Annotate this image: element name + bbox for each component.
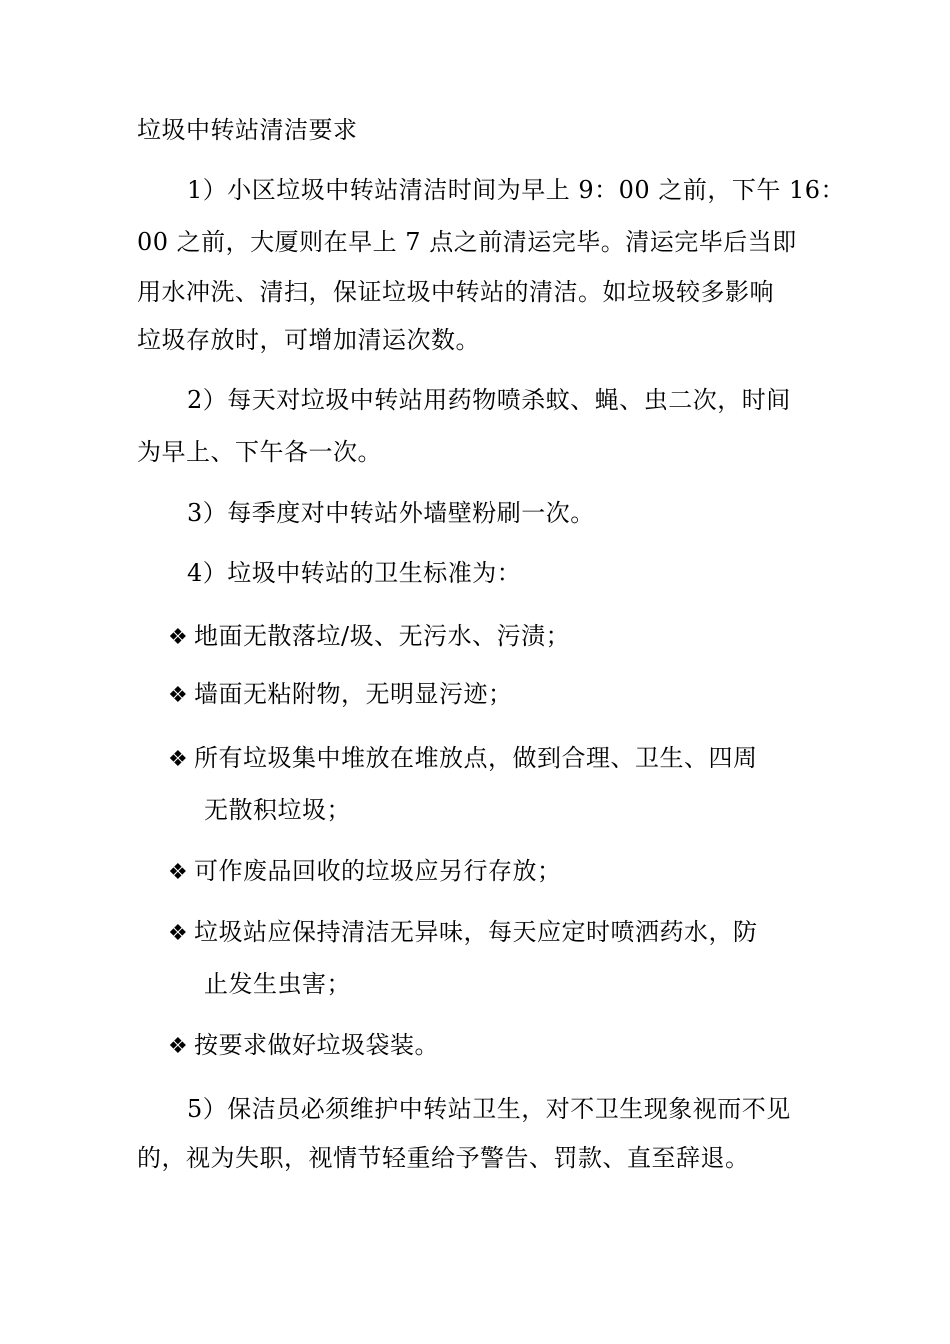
bullet-item-1 xyxy=(168,620,808,654)
diamond-bullet-icon: ❖ xyxy=(168,860,188,885)
bullet-item-5 xyxy=(168,916,808,1000)
bullet-6-text: 按要求做好垃圾袋装。 xyxy=(194,1031,439,1059)
item5-line1: 5）保洁员必须维护中转站卫生，对不卫生现象视而不见 xyxy=(187,1095,791,1123)
item4-line1: 4）垃圾中转站的卫生标准为： xyxy=(187,559,522,587)
bullet-5-text-line1: 垃圾站应保持清洁无异味，每天应定时喷洒药水，防 xyxy=(194,918,758,946)
item2-line2: 为早上、下午各一次。 xyxy=(137,438,382,466)
item1-line4: 垃圾存放时，可增加清运次数。 xyxy=(137,326,480,354)
document-title: 垃圾中转站清洁要求 xyxy=(137,116,358,144)
bullet-item-6 xyxy=(168,1029,808,1063)
bullet-item-3 xyxy=(168,742,808,826)
item3-line1: 3）每季度对中转站外墙壁粉刷一次。 xyxy=(187,499,595,527)
item2-line1: 2）每天对垃圾中转站用药物喷杀蚊、蝇、虫二次，时间 xyxy=(187,386,791,414)
diamond-bullet-icon: ❖ xyxy=(168,747,188,772)
bullet-5-text-line2: 止发生虫害； xyxy=(204,970,351,998)
item1-line2: 00 之前，大厦则在早上 7 点之前清运完毕。清运完毕后当即 xyxy=(137,228,797,256)
bullet-item-2 xyxy=(168,678,808,712)
item5-line2: 的，视为失职，视情节轻重给予警告、罚款、直至辞退。 xyxy=(137,1144,750,1172)
bullet-item-4 xyxy=(168,855,808,889)
diamond-bullet-icon: ❖ xyxy=(168,921,188,946)
diamond-bullet-icon: ❖ xyxy=(168,1034,188,1059)
diamond-bullet-icon: ❖ xyxy=(168,683,188,708)
bullet-3-text-line1: 所有垃圾集中堆放在堆放点，做到合理、卫生、四周 xyxy=(194,744,758,772)
bullet-1-text: 地面无散落垃/圾、无污水、污渍； xyxy=(194,622,571,650)
bullet-2-text: 墙面无粘附物，无明显污迹； xyxy=(194,680,513,708)
item1-line1: 1）小区垃圾中转站清洁时间为早上 9：00 之前，下午 16： xyxy=(187,176,846,204)
item1-line3: 用水冲洗、清扫，保证垃圾中转站的清洁。如垃圾较多影响 xyxy=(137,278,774,306)
diamond-bullet-icon: ❖ xyxy=(168,625,188,650)
bullet-3-text-line2: 无散积垃圾； xyxy=(204,796,351,824)
bullet-4-text: 可作废品回收的垃圾应另行存放； xyxy=(194,857,562,885)
